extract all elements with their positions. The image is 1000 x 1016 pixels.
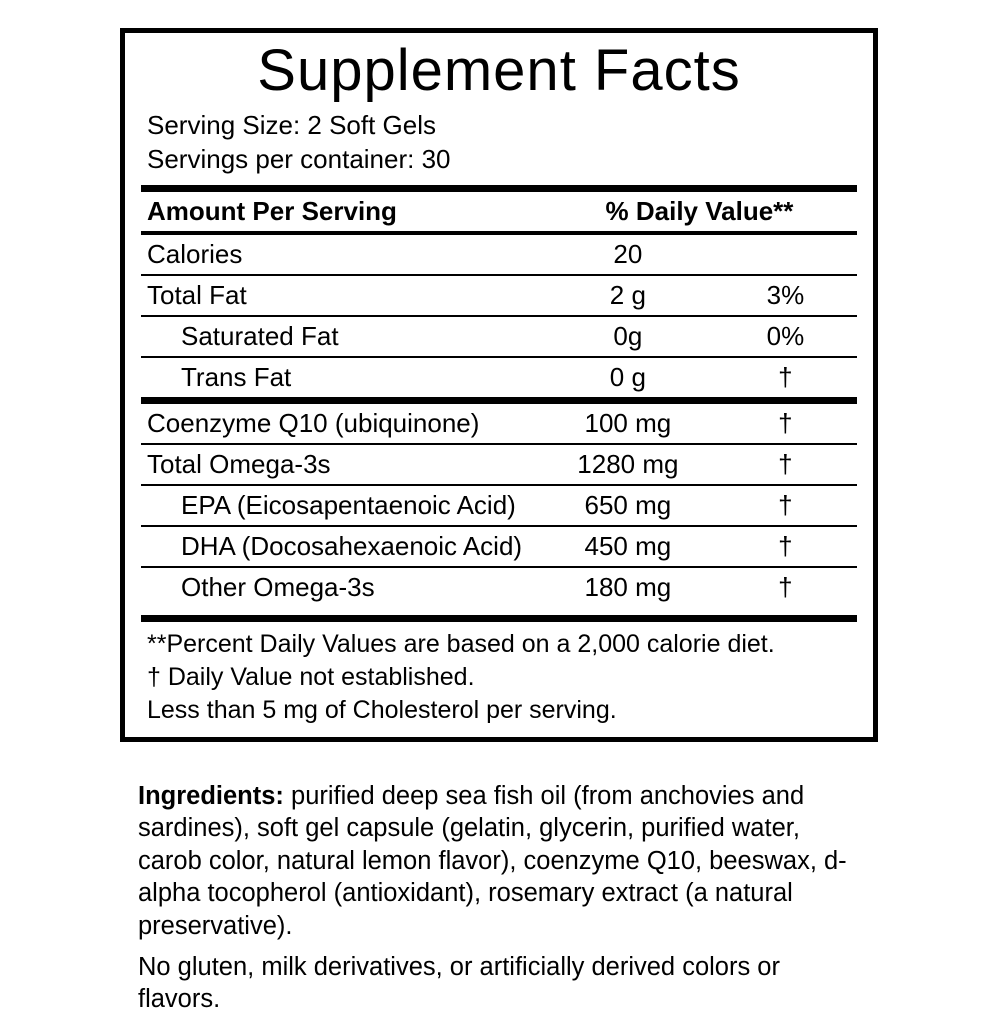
footnote-daily-values: **Percent Daily Values are based on a 2,000 calorie diet.	[147, 629, 775, 658]
row-name: Trans Fat	[141, 357, 542, 401]
row-amount: 0g	[542, 316, 714, 357]
row-dv: 0%	[714, 316, 857, 357]
row-dv: 3%	[714, 275, 857, 316]
row-name: Calories	[141, 233, 542, 275]
divider-bottom	[141, 615, 857, 622]
row-amount: 2 g	[542, 275, 714, 316]
ingredients-label: Ingredients:	[138, 782, 284, 810]
row-name: DHA (Docosahexaenoic Acid)	[141, 526, 542, 567]
divider-top	[141, 185, 857, 192]
row-dv: †	[714, 400, 857, 444]
page-title: Supplement Facts	[257, 38, 741, 103]
header-amount-per-serving: Amount Per Serving	[147, 195, 397, 226]
allergen-note: No gluten, milk derivatives, or artificially derived colors or flavors.	[138, 952, 780, 1014]
header-daily-value: % Daily Value**	[605, 195, 794, 226]
row-name: Coenzyme Q10 (ubiquinone)	[141, 400, 542, 444]
row-amount: 450 mg	[542, 526, 714, 567]
row-amount: 100 mg	[542, 400, 714, 444]
row-dv: †	[714, 567, 857, 607]
table-row	[141, 316, 857, 357]
row-dv: †	[714, 357, 857, 401]
table-row	[141, 526, 857, 567]
table-row	[141, 275, 857, 316]
row-amount: 20	[542, 233, 714, 275]
ingredients-section	[138, 780, 864, 1016]
row-name: EPA (Eicosapentaenoic Acid)	[141, 485, 542, 526]
footnote-cholesterol: Less than 5 mg of Cholesterol per serving.	[147, 696, 617, 725]
supplement-facts-panel	[120, 28, 878, 742]
row-amount: 180 mg	[542, 567, 714, 607]
row-dv: †	[714, 526, 857, 567]
table-row	[141, 400, 857, 444]
row-name: Saturated Fat	[141, 316, 542, 357]
table-row	[141, 567, 857, 607]
row-name: Total Fat	[141, 275, 542, 316]
footnotes	[141, 622, 857, 730]
ingredients-text: purified deep sea fish oil (from anchovies and sardines), soft gel capsule (gelatin, glycerin, purified water, carob color, natural lemon flavor), coenzyme Q10, beeswax, d-alpha tocopherol (antioxidant), rosemary extract (a natural preservative).	[138, 782, 847, 940]
table-row	[141, 485, 857, 526]
row-amount: 1280 mg	[542, 444, 714, 485]
table-row	[141, 357, 857, 401]
row-dv	[714, 233, 857, 275]
row-amount: 0 g	[542, 357, 714, 401]
row-dv: †	[714, 485, 857, 526]
nutrition-table	[141, 192, 857, 607]
footnote-dagger: † Daily Value not established.	[147, 662, 475, 691]
row-name: Total Omega-3s	[141, 444, 542, 485]
row-name: Other Omega-3s	[141, 567, 542, 607]
servings-per-container: Servings per container: 30	[147, 144, 451, 175]
table-row	[141, 233, 857, 275]
serving-size: Serving Size: 2 Soft Gels	[147, 109, 437, 140]
row-amount: 650 mg	[542, 485, 714, 526]
table-header-row	[141, 192, 857, 233]
table-row	[141, 444, 857, 485]
ingredients-paragraph	[138, 780, 864, 942]
row-dv: †	[714, 444, 857, 485]
